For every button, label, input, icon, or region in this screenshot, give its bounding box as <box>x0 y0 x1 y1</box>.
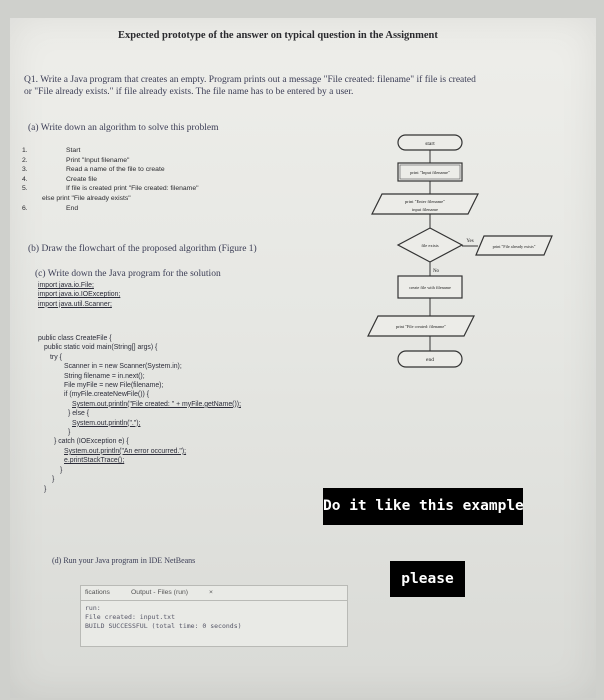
code-line: System.out.println("."); <box>72 419 141 427</box>
part-a-heading: (a) Write down an algorithm to solve this problem <box>28 123 219 133</box>
code-line: import java.io.IOException; <box>38 291 121 299</box>
code-line: } <box>60 466 63 474</box>
code-line: System.out.println("An error occurred."); <box>64 447 187 455</box>
code-line: } else { <box>68 410 90 418</box>
part-b-heading: (b) Draw the flowchart of the proposed algorithm (Figure 1) <box>28 244 257 254</box>
start-label: start <box>425 141 435 147</box>
code-line: Scanner in = new Scanner(System.in); <box>64 363 182 371</box>
code-line: e.printStackTrace(); <box>64 457 125 465</box>
question-line-1: Q1. Write a Java program that creates an empty. Program prints out a message "File created: filename" if file is created <box>24 75 476 85</box>
close-icon[interactable]: × <box>209 589 213 596</box>
algorithm-step: 6. End <box>22 204 79 212</box>
algorithm-step: 4. Create file <box>22 175 97 183</box>
algorithm-step: 1. Start <box>22 147 81 154</box>
code-line: import java.io.File; <box>38 282 94 289</box>
please-caption: please <box>390 561 465 597</box>
code-line: public class CreateFile { <box>38 335 112 342</box>
tab-notifications[interactable]: fications <box>85 589 110 596</box>
page-title: Expected prototype of the answer on typical question in the Assignment <box>118 30 438 41</box>
print-enter-label: print "Enter filename" <box>405 199 445 204</box>
print-input-label: print "Input filename" <box>410 170 450 175</box>
no-label: No <box>432 269 440 274</box>
code-line: import java.util.Scanner; <box>38 300 112 308</box>
code-line: public static void main(String[] args) { <box>44 344 158 352</box>
tab-output-files-run[interactable]: Output - Files (run) <box>131 589 189 596</box>
code-line: try { <box>50 353 62 361</box>
algorithm-step: 5. If file is created print "File created: filename" <box>22 185 199 193</box>
code-line: } <box>52 476 55 484</box>
code-line: } catch (IOException e) { <box>54 438 129 446</box>
read-label: input filename <box>411 207 439 212</box>
algorithm-step: 2. Print "Input filename" <box>22 156 130 164</box>
algorithm-step: else print "File already exists" <box>42 194 131 202</box>
code-line: } <box>44 485 47 493</box>
created-label: print "File created: filename" <box>395 324 447 329</box>
already-exists-label: print "File already exists" <box>492 244 536 249</box>
part-c-heading: (c) Write down the Java program for the solution <box>35 269 221 279</box>
code-line: System.out.println("File created: " + myFile.getName()); <box>72 400 241 408</box>
do-it-caption: Do it like this example <box>323 488 523 525</box>
decision-label: file exists <box>421 243 439 248</box>
output-line: File created: input.txt <box>85 613 176 621</box>
question-line-2: or "File already exists." if file already exists. The file name has to be entered by a user. <box>24 87 354 97</box>
output-line: BUILD SUCCESSFUL (total time: 0 seconds) <box>85 622 242 630</box>
part-d-heading: (d) Run your Java program in IDE NetBeans <box>52 556 196 565</box>
code-line: if (myFile.createNewFile()) { <box>64 391 149 399</box>
code-line: } <box>68 429 71 437</box>
create-label: create file with filename <box>409 285 451 290</box>
algorithm-step: 3. Read a name of the file to create <box>22 166 165 174</box>
output-line: run: <box>85 604 101 612</box>
code-line: File myFile = new File(filename); <box>64 382 164 390</box>
code-line: String filename = in.next(); <box>64 372 145 380</box>
yes-label: Yes <box>466 239 474 244</box>
end-label: end <box>426 357 434 363</box>
